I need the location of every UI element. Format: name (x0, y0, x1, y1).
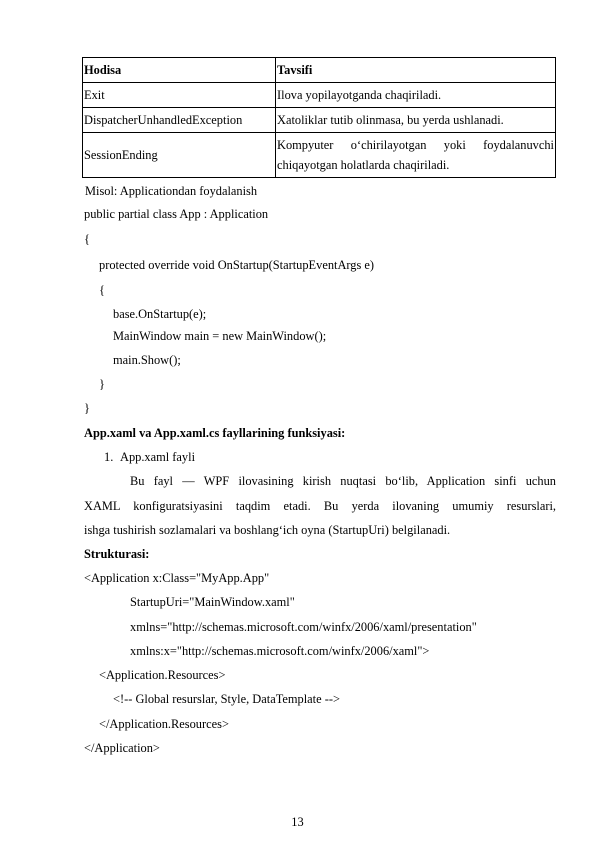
code-line: } (99, 377, 105, 391)
code-line: xmlns:x="http://schemas.microsoft.com/winfx/2006/xaml"> (130, 644, 430, 658)
code-line: StartupUri="MainWindow.xaml" (130, 595, 295, 609)
table-row (83, 133, 556, 178)
list-item-text: App.xaml fayli (120, 450, 196, 464)
table-row (83, 83, 556, 108)
events-table (82, 57, 556, 178)
code-line: <Application.Resources> (99, 668, 226, 682)
event-description-cell (276, 133, 556, 178)
event-name-cell: DispatcherUnhandledException (83, 108, 276, 133)
list-number: 1. (104, 450, 114, 464)
description-line: Kompyuter o‘chirilayotgan yoki foydalanuvchi (277, 138, 554, 152)
description-line: chiqayotgan holatlarda chaqiriladi. (277, 158, 450, 172)
code-line: </Application> (84, 741, 160, 755)
example-label: Misol: Applicationdan foydalanish (85, 184, 258, 198)
table-row (83, 108, 556, 133)
table-header-cell: Tavsifi (276, 58, 556, 83)
page-number: 13 (291, 815, 304, 829)
code-line: } (84, 401, 90, 415)
code-line: protected override void OnStartup(StartupEventArgs e) (99, 258, 375, 272)
code-line: base.OnStartup(e); (113, 307, 207, 321)
table-header-cell: Hodisa (83, 58, 276, 83)
structure-heading: Strukturasi: (84, 547, 150, 561)
event-description-cell: Xatoliklar tutib olinmasa, bu yerda ushlanadi. (276, 108, 556, 133)
code-line: </Application.Resources> (99, 717, 229, 731)
paragraph-line: ishga tushirish sozlamalari va boshlang‘ich oyna (StartupUri) belgilanadi. (84, 523, 451, 537)
section-heading: App.xaml va App.xaml.cs fayllarining funksiyasi: (84, 426, 346, 440)
event-name-cell: SessionEnding (83, 133, 276, 178)
table-header-row (83, 58, 556, 83)
code-line: { (99, 283, 105, 297)
code-line: xmlns="http://schemas.microsoft.com/winfx/2006/xaml/presentation" (130, 620, 477, 634)
event-name-cell: Exit (83, 83, 276, 108)
event-description-cell: Ilova yopilayotganda chaqiriladi. (276, 83, 556, 108)
paragraph-line: XAML konfiguratsiyasini taqdim etadi. Bu yerda ilovaning umumiy resurslari, (84, 499, 556, 513)
code-line: <Application x:Class="MyApp.App" (84, 571, 270, 585)
code-line: public partial class App : Application (84, 207, 269, 221)
paragraph-line: Bu fayl — WPF ilovasining kirish nuqtasi bo‘lib, Application sinfi uchun (130, 474, 556, 488)
code-line: { (84, 232, 90, 246)
code-line: main.Show(); (113, 353, 181, 367)
code-line: <!-- Global resurslar, Style, DataTemplate --> (113, 692, 340, 706)
code-line: MainWindow main = new MainWindow(); (113, 329, 327, 343)
